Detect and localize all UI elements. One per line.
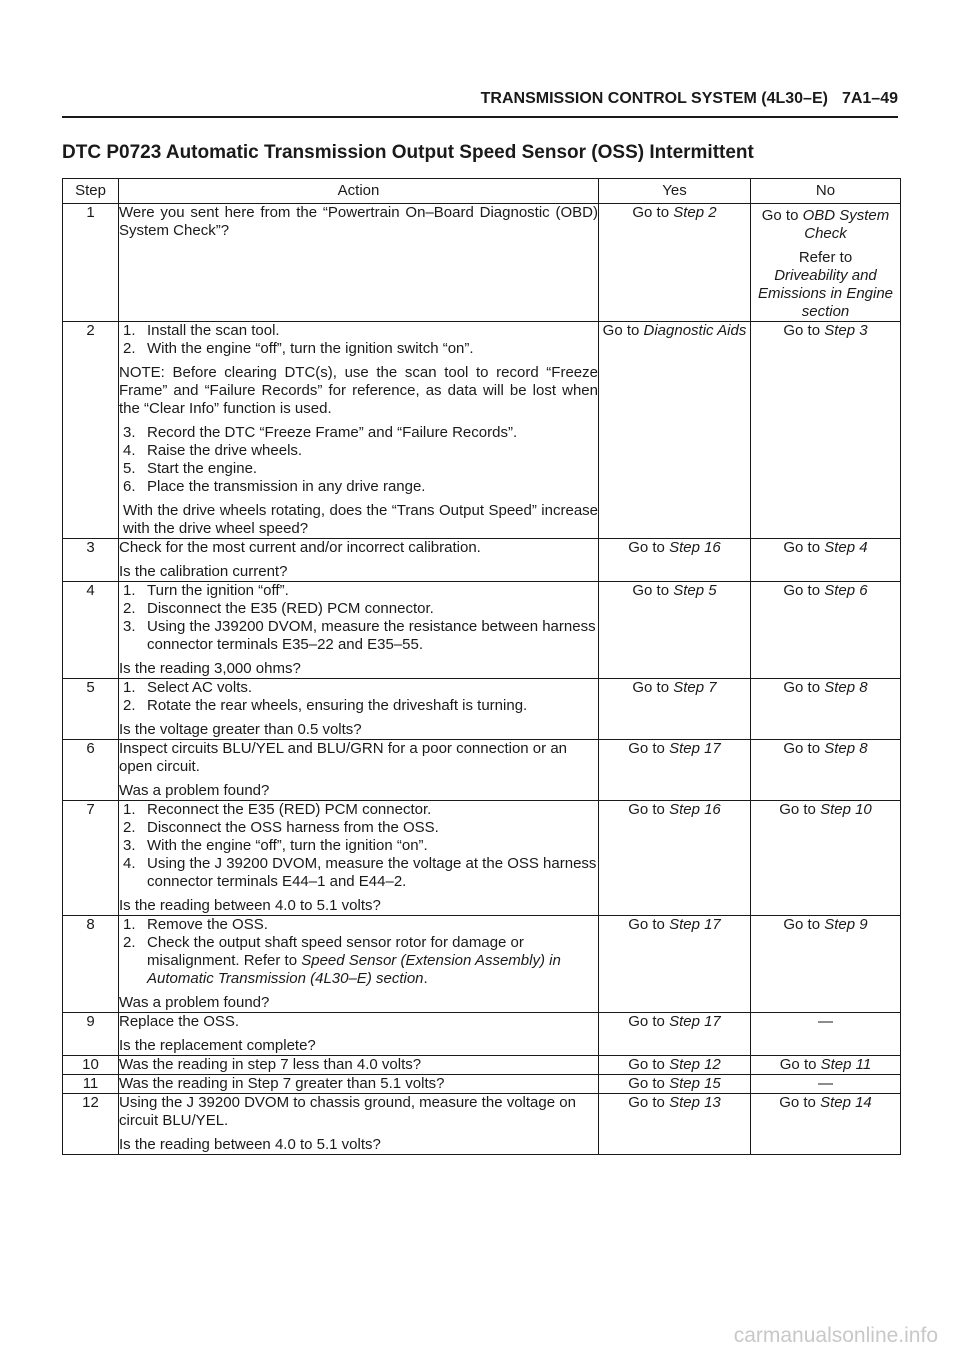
question-text: Is the calibration current? — [119, 563, 288, 580]
step-text — [147, 801, 598, 819]
step-text-main: Install the scan tool. — [147, 322, 280, 339]
action-cell — [119, 1013, 599, 1056]
go-to-text — [751, 582, 900, 600]
step-text-main: With the engine “off”, turn the ignition “on”. — [147, 837, 428, 854]
column-header-action: Action — [119, 179, 599, 204]
go-to-reference: Step 2 — [673, 204, 717, 221]
page-number: 7A1–49 — [841, 90, 898, 107]
step-list — [119, 539, 598, 557]
question-text: Was the reading in step 7 less than 4.0 volts? — [119, 1056, 422, 1073]
question-text: With the drive wheels rotating, does the “Trans Output Speed” increase with the drive wheel speed? — [123, 502, 598, 537]
step-number-cell: 9 — [63, 1013, 119, 1056]
step-text — [119, 740, 567, 775]
go-to-reference: Step 8 — [824, 740, 868, 757]
step-item — [119, 478, 598, 496]
go-to-text — [751, 916, 900, 934]
no-cell — [751, 916, 901, 1013]
table-row — [63, 1013, 901, 1056]
action-cell — [119, 582, 599, 679]
yes-cell — [599, 582, 751, 679]
step-list — [119, 740, 598, 776]
document-title: DTC P0723 Automatic Transmission Output Speed Sensor (OSS) Intermittent — [62, 142, 754, 163]
step-item — [119, 539, 598, 557]
step-text — [119, 1094, 576, 1129]
refer-to-reference: Driveability and Emissions in Engine section — [757, 267, 894, 320]
go-to-text — [599, 204, 750, 222]
step-item — [119, 801, 598, 819]
step-number: 3. — [123, 618, 136, 635]
question-text: Was the reading in Step 7 greater than 5.1 volts? — [119, 1075, 445, 1092]
no-go-to — [751, 207, 900, 243]
no-text: — — [818, 1013, 833, 1030]
no-cell — [751, 582, 901, 679]
step-item — [119, 1094, 598, 1130]
table-row — [63, 1075, 901, 1094]
column-header-no: No — [751, 179, 901, 204]
go-to-prefix: Go to — [783, 322, 821, 339]
go-to-prefix: Go to — [628, 1013, 665, 1030]
action-cell — [119, 204, 599, 322]
step-text — [147, 916, 598, 934]
action-cell — [119, 1056, 599, 1075]
step-number: 1. — [123, 801, 136, 818]
go-to-text — [599, 1094, 750, 1112]
yes-cell — [599, 1056, 751, 1075]
step-text-main: Disconnect the OSS harness from the OSS. — [147, 819, 439, 836]
step-number-cell: 8 — [63, 916, 119, 1013]
step-number-cell: 6 — [63, 740, 119, 801]
step-list — [119, 1094, 598, 1130]
go-to-reference: Step 5 — [673, 582, 717, 599]
step-text — [147, 424, 598, 442]
yes-cell — [599, 1094, 751, 1155]
go-to-reference: Diagnostic Aids — [643, 322, 747, 339]
go-to-reference: Step 17 — [669, 916, 721, 933]
step-list — [119, 1013, 598, 1031]
step-text-main: Using the J 39200 DVOM, measure the voltage at the OSS harness connector terminals E44–1 and E44–2. — [147, 855, 597, 890]
go-to-reference: Step 14 — [820, 1094, 872, 1111]
table-row — [63, 582, 901, 679]
go-to-prefix: Go to — [783, 916, 821, 933]
step-text-main: Reconnect the E35 (RED) PCM connector. — [147, 801, 432, 818]
step-number-cell: 11 — [63, 1075, 119, 1094]
step-text — [147, 478, 598, 496]
step-item — [119, 934, 598, 988]
go-to-text — [751, 801, 900, 819]
step-item — [119, 679, 598, 697]
step-group — [119, 424, 598, 496]
go-to-text — [599, 1056, 750, 1074]
step-text — [119, 1013, 239, 1030]
step-list — [119, 801, 598, 891]
go-to-reference: Step 8 — [824, 679, 868, 696]
step-number-cell: 7 — [63, 801, 119, 916]
go-to-text — [599, 1075, 750, 1093]
go-to-reference: Step 7 — [673, 679, 717, 696]
column-header-yes: Yes — [599, 179, 751, 204]
step-item — [119, 618, 598, 654]
step-text — [147, 934, 598, 988]
go-to-text — [751, 740, 900, 758]
step-item — [119, 855, 598, 891]
go-to-prefix: Go to — [779, 1056, 817, 1073]
go-to-reference: Step 13 — [669, 1094, 721, 1111]
go-to-reference: Step 17 — [669, 740, 721, 757]
go-to-prefix: Go to — [632, 679, 670, 696]
go-to-prefix: Go to — [783, 679, 821, 696]
step-item — [119, 697, 598, 715]
step-text-main: Raise the drive wheels. — [147, 442, 303, 459]
step-text-main: Inspect circuits BLU/YEL and BLU/GRN for a poor connection or an open circuit. — [119, 740, 568, 775]
go-to-text — [599, 679, 750, 697]
step-text — [147, 618, 598, 654]
step-text-main: Start the engine. — [147, 460, 258, 477]
watermark: carmanualsonline.info — [733, 1324, 938, 1347]
step-text — [147, 855, 598, 891]
step-number: 2. — [123, 934, 136, 951]
step-item — [119, 916, 598, 934]
question-text: Is the voltage greater than 0.5 volts? — [119, 721, 362, 738]
step-text-main: Remove the OSS. — [147, 916, 268, 933]
step-number-cell: 10 — [63, 1056, 119, 1075]
no-cell — [751, 740, 901, 801]
go-to-reference: Step 11 — [820, 1056, 872, 1073]
step-text — [147, 340, 598, 358]
go-to-prefix: Go to — [779, 1094, 816, 1111]
step-text-main: Turn the ignition “off”. — [147, 582, 289, 599]
go-to-reference: Step 12 — [669, 1056, 721, 1073]
no-text: — — [818, 1075, 833, 1092]
action-cell — [119, 916, 599, 1013]
step-text-main: Using the J 39200 DVOM to chassis ground, measure the voltage on circuit BLU/YEL. — [119, 1094, 576, 1129]
step-text-main: Using the J39200 DVOM, measure the resistance between harness connector terminals E35–22 and E35–55. — [147, 618, 596, 653]
go-to-reference: Step 16 — [669, 539, 721, 556]
step-text — [147, 582, 598, 600]
step-item — [119, 1013, 598, 1031]
action-cell — [119, 1075, 599, 1094]
go-to-text — [599, 801, 750, 819]
step-item — [119, 582, 598, 600]
table-row — [63, 1056, 901, 1075]
note-text: NOTE: Before clearing DTC(s), use the scan tool to record “Freeze Frame” and “Failure Records” for reference, as data will be lost when the “Clear Info” function is used. — [119, 364, 598, 417]
action-cell — [119, 679, 599, 740]
step-text — [147, 460, 598, 478]
go-to-reference: Step 16 — [669, 801, 721, 818]
step-number: 5. — [123, 460, 136, 477]
no-cell — [751, 1056, 901, 1075]
step-text — [147, 679, 598, 697]
question-text: Is the reading between 4.0 to 5.1 volts? — [119, 897, 381, 914]
step-text — [147, 819, 598, 837]
yes-cell — [599, 539, 751, 582]
step-text-main: Replace the OSS. — [119, 1013, 240, 1030]
go-to-prefix: Go to — [628, 1094, 665, 1111]
refer-to-prefix: Refer to — [798, 249, 853, 266]
step-item — [119, 442, 598, 460]
go-to-text — [599, 539, 750, 557]
table-row — [63, 679, 901, 740]
step-text-main: Check for the most current and/or incorrect calibration. — [119, 539, 481, 556]
step-item — [119, 837, 598, 855]
go-to-text — [751, 1056, 900, 1074]
action-cell — [119, 1094, 599, 1155]
step-number-cell: 12 — [63, 1094, 119, 1155]
step-number: 2. — [123, 340, 136, 357]
no-cell — [751, 539, 901, 582]
go-to-text — [751, 1094, 900, 1112]
step-item — [119, 322, 598, 340]
step-item — [119, 460, 598, 478]
go-to-text — [599, 1013, 750, 1031]
step-text-main: Check the output shaft speed sensor rotor for damage or misalignment. Refer to — [147, 934, 524, 969]
go-to-text — [599, 740, 750, 758]
step-number-cell: 2 — [63, 322, 119, 539]
table-row — [63, 1094, 901, 1155]
yes-cell — [599, 322, 751, 539]
go-to-prefix: Go to — [632, 204, 670, 221]
step-number: 4. — [123, 855, 136, 872]
step-number: 1. — [123, 916, 136, 933]
step-number: 2. — [123, 697, 136, 714]
step-item — [119, 424, 598, 442]
step-reference: Speed Sensor (Extension Assembly) in Automatic Transmission (4L30–E) section — [147, 952, 561, 987]
step-text-main: Select AC volts. — [147, 679, 253, 696]
yes-cell — [599, 740, 751, 801]
go-to-text — [599, 916, 750, 934]
step-list — [119, 916, 598, 988]
go-to-prefix: Go to — [783, 539, 821, 556]
no-cell — [751, 204, 901, 322]
step-list — [119, 582, 598, 654]
action-cell — [119, 539, 599, 582]
column-header-step: Step — [63, 179, 119, 204]
no-cell — [751, 679, 901, 740]
step-text — [147, 837, 598, 855]
go-to-reference: Step 4 — [824, 539, 868, 556]
yes-cell — [599, 204, 751, 322]
go-to-text — [751, 679, 900, 697]
yes-cell — [599, 1075, 751, 1094]
table-row — [63, 916, 901, 1013]
step-number: 2. — [123, 600, 136, 617]
question-text: Is the replacement complete? — [119, 1037, 316, 1054]
go-to-prefix: Go to — [628, 916, 665, 933]
step-text — [119, 539, 481, 556]
step-number: 3. — [123, 424, 136, 441]
step-text — [147, 600, 598, 618]
step-number: 1. — [123, 582, 136, 599]
go-to-text — [599, 322, 750, 340]
action-cell — [119, 801, 599, 916]
go-to-text — [751, 539, 900, 557]
no-cell — [751, 1013, 901, 1056]
step-number: 4. — [123, 442, 136, 459]
go-to-reference: Step 3 — [824, 322, 868, 339]
question-text: Is the reading between 4.0 to 5.1 volts? — [119, 1136, 381, 1153]
step-text-main: With the engine “off”, turn the ignition switch “on”. — [147, 340, 474, 357]
action-cell — [119, 740, 599, 801]
go-to-text — [599, 582, 750, 600]
go-to-prefix: Go to — [628, 740, 665, 757]
question-text: Was a problem found? — [119, 782, 270, 799]
step-item — [119, 819, 598, 837]
step-text-main: Rotate the rear wheels, ensuring the driveshaft is turning. — [147, 697, 528, 714]
no-cell — [751, 801, 901, 916]
go-to-prefix: Go to — [628, 539, 665, 556]
step-item — [119, 600, 598, 618]
step-list — [119, 679, 598, 715]
go-to-prefix: Go to — [783, 582, 821, 599]
go-to-text — [751, 322, 900, 340]
step-number: 2. — [123, 819, 136, 836]
yes-cell — [599, 801, 751, 916]
step-number-cell: 5 — [63, 679, 119, 740]
step-number: 1. — [123, 322, 136, 339]
go-to-prefix: Go to — [602, 322, 640, 339]
step-text — [147, 442, 598, 460]
yes-cell — [599, 1013, 751, 1056]
step-list — [119, 322, 598, 358]
step-item — [119, 340, 598, 358]
step-number: 3. — [123, 837, 136, 854]
step-list — [119, 424, 598, 496]
section-title: TRANSMISSION CONTROL SYSTEM (4L30–E) — [480, 90, 828, 107]
no-cell — [751, 1094, 901, 1155]
step-text-main: Disconnect the E35 (RED) PCM connector. — [147, 600, 434, 617]
table-row — [63, 539, 901, 582]
go-to-prefix: Go to — [761, 207, 799, 224]
table-header-row — [63, 179, 901, 204]
go-to-prefix: Go to — [628, 801, 665, 818]
table-row — [63, 322, 901, 539]
yes-cell — [599, 679, 751, 740]
step-number-cell: 3 — [63, 539, 119, 582]
diagnostic-table — [62, 178, 901, 1155]
go-to-reference: Step 9 — [824, 916, 868, 933]
no-cell — [751, 322, 901, 539]
step-text-main: Place the transmission in any drive range. — [147, 478, 426, 495]
step-text — [147, 697, 598, 715]
question-text: Was a problem found? — [119, 994, 270, 1011]
table-row — [63, 740, 901, 801]
step-number-cell: 1 — [63, 204, 119, 322]
go-to-reference: OBD System Check — [802, 207, 890, 242]
step-item — [119, 740, 598, 776]
step-text-tail: . — [423, 970, 428, 987]
step-number-cell: 4 — [63, 582, 119, 679]
step-number: 1. — [123, 679, 136, 696]
question-text: Were you sent here from the “Powertrain On–Board Diagnostic (OBD) System Check”? — [119, 204, 598, 239]
go-to-prefix: Go to — [632, 582, 670, 599]
step-text-main: Record the DTC “Freeze Frame” and “Failure Records”. — [147, 424, 518, 441]
no-cell — [751, 1075, 901, 1094]
page-header — [62, 90, 898, 118]
go-to-reference: Step 15 — [669, 1075, 721, 1092]
go-to-reference: Step 10 — [820, 801, 872, 818]
go-to-prefix: Go to — [779, 801, 816, 818]
question-text: Is the reading 3,000 ohms? — [119, 660, 301, 677]
action-cell — [119, 322, 599, 539]
yes-cell — [599, 916, 751, 1013]
go-to-prefix: Go to — [783, 740, 821, 757]
go-to-reference: Step 6 — [824, 582, 868, 599]
table-row — [63, 801, 901, 916]
refer-to-text — [751, 249, 900, 321]
go-to-prefix: Go to — [628, 1075, 665, 1092]
step-text — [147, 322, 598, 340]
step-number: 6. — [123, 478, 136, 495]
table-row — [63, 204, 901, 322]
go-to-prefix: Go to — [628, 1056, 665, 1073]
go-to-reference: Step 17 — [669, 1013, 721, 1030]
